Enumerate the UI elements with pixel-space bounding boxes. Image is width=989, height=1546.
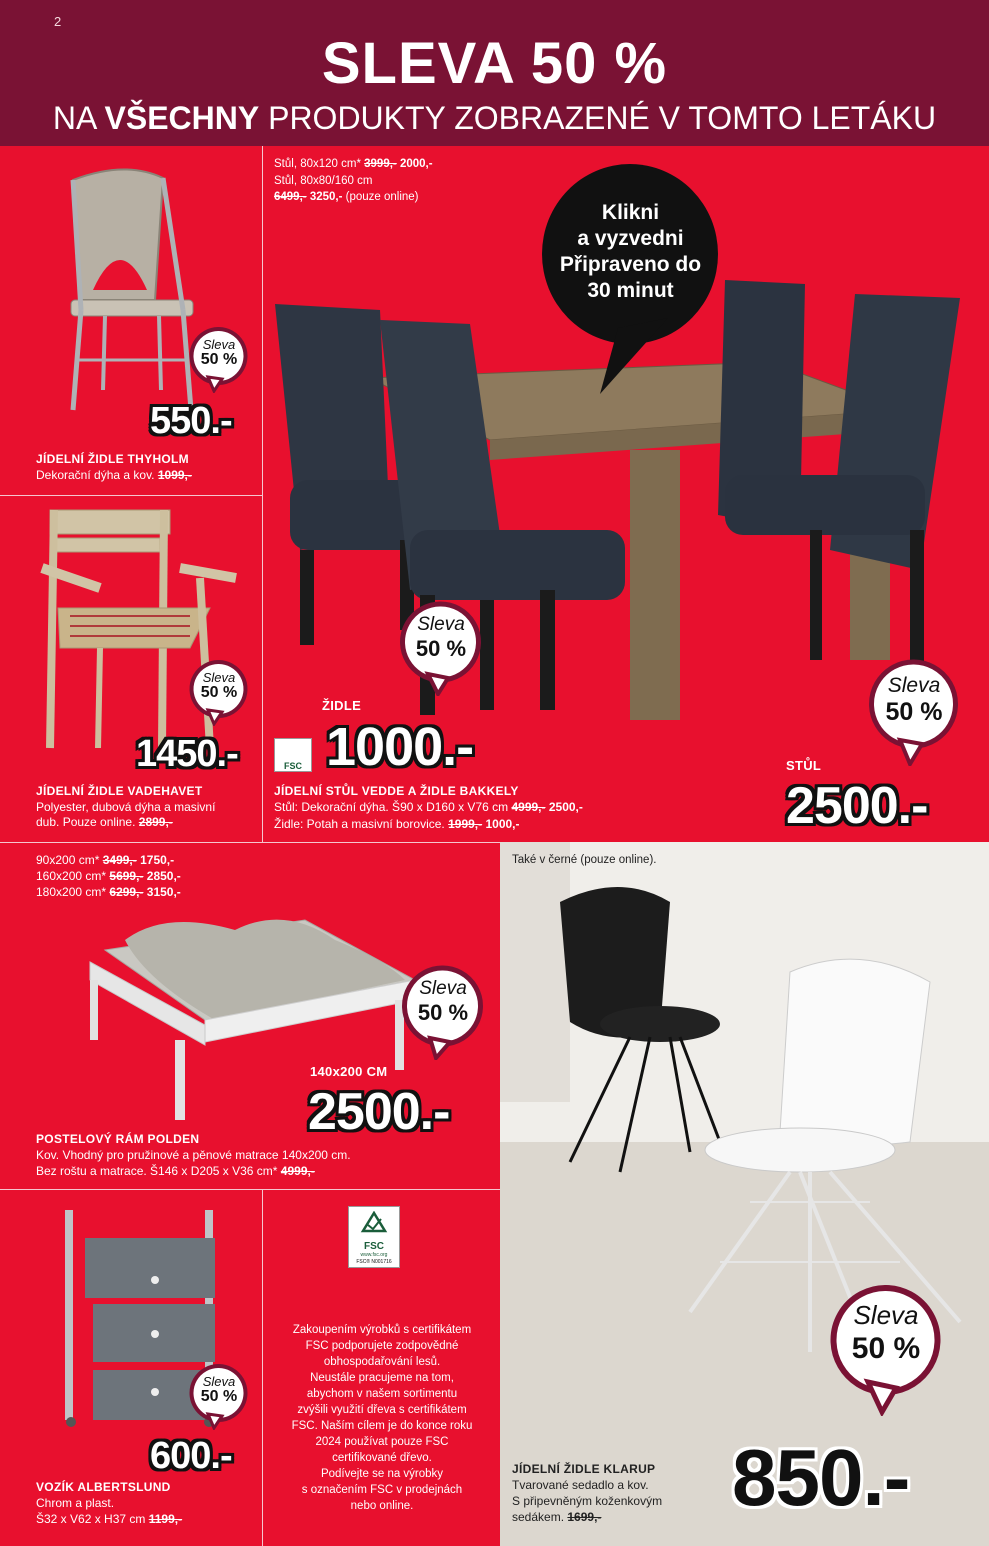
vadehavet-price: 1450.- <box>136 733 238 775</box>
albertslund-desc-2: Š32 x V62 x H37 cm 1199,- <box>36 1512 183 1526</box>
polden-size-3: 180x200 cm* 6299,- 3150,- <box>36 885 181 899</box>
divider <box>262 1189 263 1546</box>
divider <box>0 495 262 496</box>
albertslund-price: 600.- <box>150 1435 232 1477</box>
sleva-badge: Sleva 50 % <box>826 1280 946 1416</box>
klarup-desc-2: S připevněným koženkovým <box>512 1494 663 1508</box>
vadehavet-desc-1: Polyester, dubová dýha a masivní <box>36 800 216 814</box>
vedde-variant-3: 6499,- 3250,- (pouze online) <box>274 191 419 203</box>
klarup-desc-1: Tvarované sedadlo a kov. <box>512 1478 649 1492</box>
polden-desc-2: Bez roštu a matrace. Š146 x D205 x V36 cm* 4999,- <box>36 1164 315 1178</box>
vadehavet-desc-2: dub. Pouze online. 2899,- <box>36 815 173 829</box>
thyholm-name[interactable]: JÍDELNÍ ŽIDLE THYHOLM <box>36 452 189 466</box>
polden-size-2: 160x200 cm* 5699,- 2850,- <box>36 869 181 883</box>
vedde-variant-2: Stůl, 80x80/160 cm <box>274 175 373 187</box>
polden-desc-1: Kov. Vhodný pro pružinové a pěnové matrace 140x200 cm. <box>36 1148 351 1162</box>
sleva-badge: Sleva 50 % <box>400 962 486 1060</box>
vedde-desc-2: Židle: Potah a masivní borovice. 1999,- 1000,- <box>274 817 520 831</box>
vedde-name[interactable]: JÍDELNÍ STŮL VEDDE A ŽIDLE BAKKELY <box>274 784 519 798</box>
thyholm-price: 550.- <box>150 400 232 442</box>
polden-price: 2500.- <box>308 1083 450 1141</box>
sleva-badge: Sleva 50 % <box>866 656 962 766</box>
vedde-variant-1: Stůl, 80x120 cm* 3999,- 2000,- <box>274 158 433 170</box>
page-title: SLEVA 50 % <box>321 31 668 96</box>
vedde-desc-1: Stůl: Dekorační dýha. Š90 x D160 x V76 cm 4999,- 2500,- <box>274 800 583 814</box>
albertslund-name[interactable]: VOZÍK ALBERTSLUND <box>36 1480 171 1494</box>
divider <box>0 1189 500 1190</box>
sleva-badge: Sleva 50 % <box>398 598 484 696</box>
divider <box>0 842 500 843</box>
fsc-certification-logo: FSC www.fsc.org FSC® N001716 <box>348 1206 400 1268</box>
vedde-chair-label: ŽIDLE <box>322 698 362 713</box>
fsc-logo-icon: FSC <box>274 738 312 772</box>
polden-size-label: 140x200 CM <box>310 1064 388 1079</box>
page-subtitle: NA VŠECHNY PRODUKTY ZOBRAZENÉ V TOMTO LETÁKU <box>52 100 937 136</box>
click-collect-text: Klikni a vyzvedni Připraveno do 30 minut <box>559 201 702 302</box>
sleva-badge: Sleva 50 % <box>188 323 250 393</box>
polden-name[interactable]: POSTELOVÝ RÁM POLDEN <box>36 1132 200 1146</box>
vedde-table-price: 2500.- <box>786 777 928 835</box>
polden-size-1: 90x200 cm* 3499,- 1750,- <box>36 853 175 867</box>
fsc-info-text: Zakoupením výrobků s certifikátem FSC podporujete zodpovědné obhospodařování lesů. Neustále pracujeme na tom, abychom v našem sortimentu zvýšili využití dřeva s certifikátem FSC. Naším cílem je do konce roku 2024 používat pouze FSC certifikované dřevo. Podívejte se na výrobky s označením FSC v prodejnách nebo online. <box>291 1324 473 1512</box>
page-number: 2 <box>54 14 62 29</box>
sleva-badge: Sleva 50 % <box>188 1360 250 1430</box>
klarup-desc-3: sedákem. 1699,- <box>512 1510 602 1524</box>
albertslund-desc-1: Chrom a plast. <box>36 1496 115 1510</box>
vadehavet-name[interactable]: JÍDELNÍ ŽIDLE VADEHAVET <box>36 784 203 798</box>
divider <box>262 146 263 842</box>
sleva-badge: Sleva 50 % <box>188 656 250 726</box>
vedde-chair-price: 1000.- <box>326 717 474 777</box>
klarup-price: 850.- <box>732 1433 910 1522</box>
klarup-name[interactable]: JÍDELNÍ ŽIDLE KLARUP <box>512 1462 656 1476</box>
klarup-note: Také v černé (pouze online). <box>512 854 657 866</box>
vedde-table-label: STŮL <box>786 758 822 773</box>
thyholm-desc: Dekorační dýha a kov. 1099,- <box>36 468 192 482</box>
tree-check-icon <box>359 1211 389 1237</box>
